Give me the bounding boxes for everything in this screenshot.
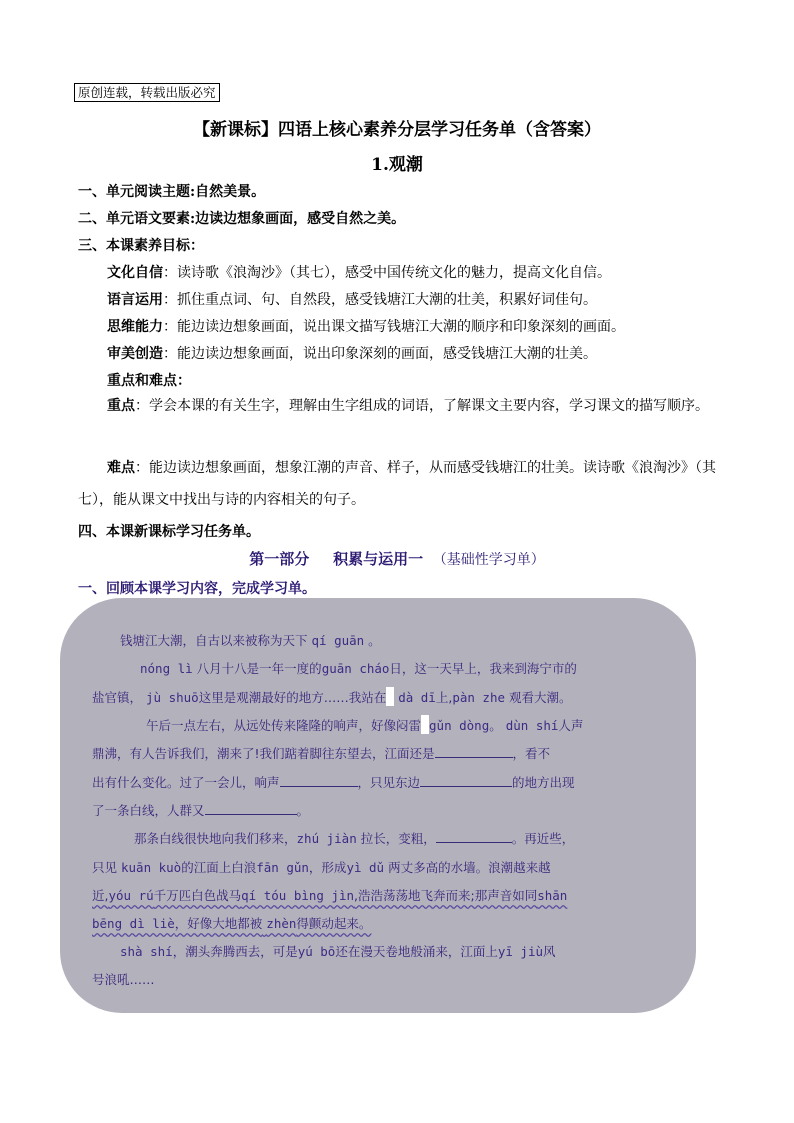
text: ，好像大地都被 xyxy=(174,916,263,931)
blank-box xyxy=(421,715,429,734)
text: 。再近些， xyxy=(511,831,575,846)
hard-label: 难点 xyxy=(107,460,135,476)
exercise-line-9 xyxy=(92,855,551,881)
pinyin: bēng dì liè xyxy=(92,916,175,931)
goal-label: 审美创造 xyxy=(107,346,163,362)
exercise-line-6 xyxy=(92,770,575,796)
answer-blank[interactable] xyxy=(435,743,513,758)
text: 那条白线很快地向我们移来， xyxy=(134,831,297,846)
text: 得颤动起来。 xyxy=(296,916,372,931)
pinyin: guān cháo xyxy=(321,661,390,676)
pinyin: nóng lì xyxy=(140,661,193,676)
text: 号浪吼…… xyxy=(92,972,155,987)
answer-blank[interactable] xyxy=(436,828,512,843)
page-title: 【新课标】四语上核心素养分层学习任务单（含答案） xyxy=(193,120,601,140)
text: 千万匹白色战马 xyxy=(153,888,242,903)
hard-point xyxy=(78,452,718,516)
pinyin: zhèn xyxy=(266,916,297,931)
key-label: 重点 xyxy=(107,398,135,414)
goal-language xyxy=(107,289,597,311)
hard-text: ：能边读边想象画面，想象江潮的声音、样子，从而感受钱塘江的壮美。读诗歌《浪淘沙》（其七），能从课文中找出与诗的内容相关的句子。 xyxy=(78,460,716,508)
text: 钱塘江大潮，自古以来被称为天下 xyxy=(120,633,308,648)
text: 近, xyxy=(92,888,109,903)
text: ，潮头奔腾西去，可是 xyxy=(172,944,298,959)
answer-blank[interactable] xyxy=(205,800,297,815)
text: 。 xyxy=(489,718,502,733)
pinyin: shà shí xyxy=(120,944,173,959)
goal-text: ：能边读边想象画面，说出印象深刻的画面，感受钱塘江大潮的壮美。 xyxy=(163,346,597,362)
text: 的江面上白浪 xyxy=(181,860,257,875)
exercise-line-7 xyxy=(92,798,309,824)
text: 观看大潮。 xyxy=(508,690,572,705)
goal-thinking xyxy=(107,316,625,338)
exercise-line-3 xyxy=(92,685,572,711)
pinyin: yú bō xyxy=(297,944,336,959)
text: ，看不 xyxy=(512,746,551,761)
text: 人声 xyxy=(558,718,584,733)
text: 日，这一天早上，我来到海宁市的 xyxy=(389,661,577,676)
exercise-line-2 xyxy=(140,656,577,682)
text: 只见 xyxy=(92,860,118,875)
part-name: 积累与运用一 xyxy=(333,550,424,568)
blank-box xyxy=(386,687,394,706)
exercise-line-12 xyxy=(120,939,556,965)
text: 还在漫天卷地般涌来，江面上 xyxy=(335,944,498,959)
key-points-heading: 重点和难点： xyxy=(107,373,191,389)
pinyin: fān gǔn xyxy=(256,860,309,875)
text: ,浩浩荡荡地飞奔而来;那声音如同 xyxy=(354,888,538,903)
text: 八月十八是一年一度的 xyxy=(196,661,322,676)
pinyin: jù shuō xyxy=(146,690,199,705)
text: 这里是观潮最好的地方……我站在 xyxy=(198,690,387,705)
unit-elements: 二、单元语文要素:边读边想象画面，感受自然之美。 xyxy=(78,211,406,227)
task-heading: 一、回顾本课学习内容，完成学习单。 xyxy=(78,581,316,597)
text: 盐官镇， xyxy=(92,690,143,705)
exercise-line-10 xyxy=(92,883,567,909)
exercise-line-4 xyxy=(146,713,583,739)
text: ，只见东边 xyxy=(357,775,421,790)
part-title: 第一部分 xyxy=(249,550,310,568)
pinyin: dà dī xyxy=(398,690,436,705)
key-text: ：学会本课的有关生字，理解由生字组成的词语，了解课文主要内容，学习课文的描写顺序。 xyxy=(135,398,709,414)
section-four: 四、本课新课标学习任务单。 xyxy=(78,524,260,540)
pinyin: yì dǔ xyxy=(346,860,385,875)
pinyin: gǔn dòng xyxy=(429,718,490,733)
goal-text: ：抓住重点词、句、自然段，感受钱塘江大潮的壮美，积累好词佳句。 xyxy=(163,292,597,308)
pinyin: kuān kuò xyxy=(121,860,182,875)
goal-aesthetic xyxy=(107,343,597,365)
goal-label: 文化自信 xyxy=(107,265,163,281)
text: 。 xyxy=(368,633,381,648)
pinyin: yóu rú xyxy=(108,888,154,903)
text: 的地方出现 xyxy=(512,775,575,790)
answer-blank[interactable] xyxy=(280,772,358,787)
goal-label: 语言运用 xyxy=(107,292,163,308)
text: 风 xyxy=(543,944,556,959)
exercise-line-8 xyxy=(134,826,574,852)
answer-blank[interactable] xyxy=(420,772,512,787)
exercise-line-13 xyxy=(92,967,155,993)
goal-culture xyxy=(107,262,611,284)
text: 了一条白线，人群又 xyxy=(92,803,205,818)
exercise-line-1 xyxy=(120,628,381,654)
key-point xyxy=(78,390,718,422)
part-sub: （基础性学习单） xyxy=(432,552,545,568)
text: 。 xyxy=(296,803,310,818)
exercise-line-11 xyxy=(92,911,371,937)
goals-heading: 三、本课素养目标： xyxy=(78,238,204,254)
pinyin: yī jiù xyxy=(497,944,544,959)
text: 上, xyxy=(435,690,453,705)
text: 出有什么变化。过了一会儿，响声 xyxy=(92,775,280,790)
copyright-stamp: 原创连载，转载出版必究 xyxy=(74,83,220,102)
text: ，形成 xyxy=(308,860,347,875)
text: 鼎沸，有人告诉我们，潮来了!我们踮着脚往东望去，江面还是 xyxy=(92,746,435,761)
lesson-title: 1.观潮 xyxy=(371,155,423,175)
unit-theme: 一、单元阅读主题:自然美景。 xyxy=(78,184,266,200)
goal-label: 思维能力 xyxy=(107,319,163,335)
part-heading xyxy=(0,548,794,571)
exercise-line-5 xyxy=(92,741,550,767)
text: 两丈多高的水墙。浪潮越来越 xyxy=(388,860,551,875)
pinyin: qí tóu bìng jìn xyxy=(241,888,355,903)
pinyin: pàn zhe xyxy=(452,690,505,705)
pinyin: qí guān xyxy=(311,633,365,648)
text: 拉长，变粗， xyxy=(360,831,436,846)
pinyin: zhú jiàn xyxy=(296,831,357,846)
goal-text: ：读诗歌《浪淘沙》（其七），感受中国传统文化的魅力，提高文化自信。 xyxy=(163,265,611,281)
pinyin: shān xyxy=(537,888,568,903)
text: 午后一点左右，从远处传来隆隆的响声，好像闷雷 xyxy=(146,718,422,733)
pinyin: dùn shí xyxy=(505,718,559,733)
goal-text: ：能边读边想象画面，说出课文描写钱塘江大潮的顺序和印象深刻的画面。 xyxy=(163,319,625,335)
